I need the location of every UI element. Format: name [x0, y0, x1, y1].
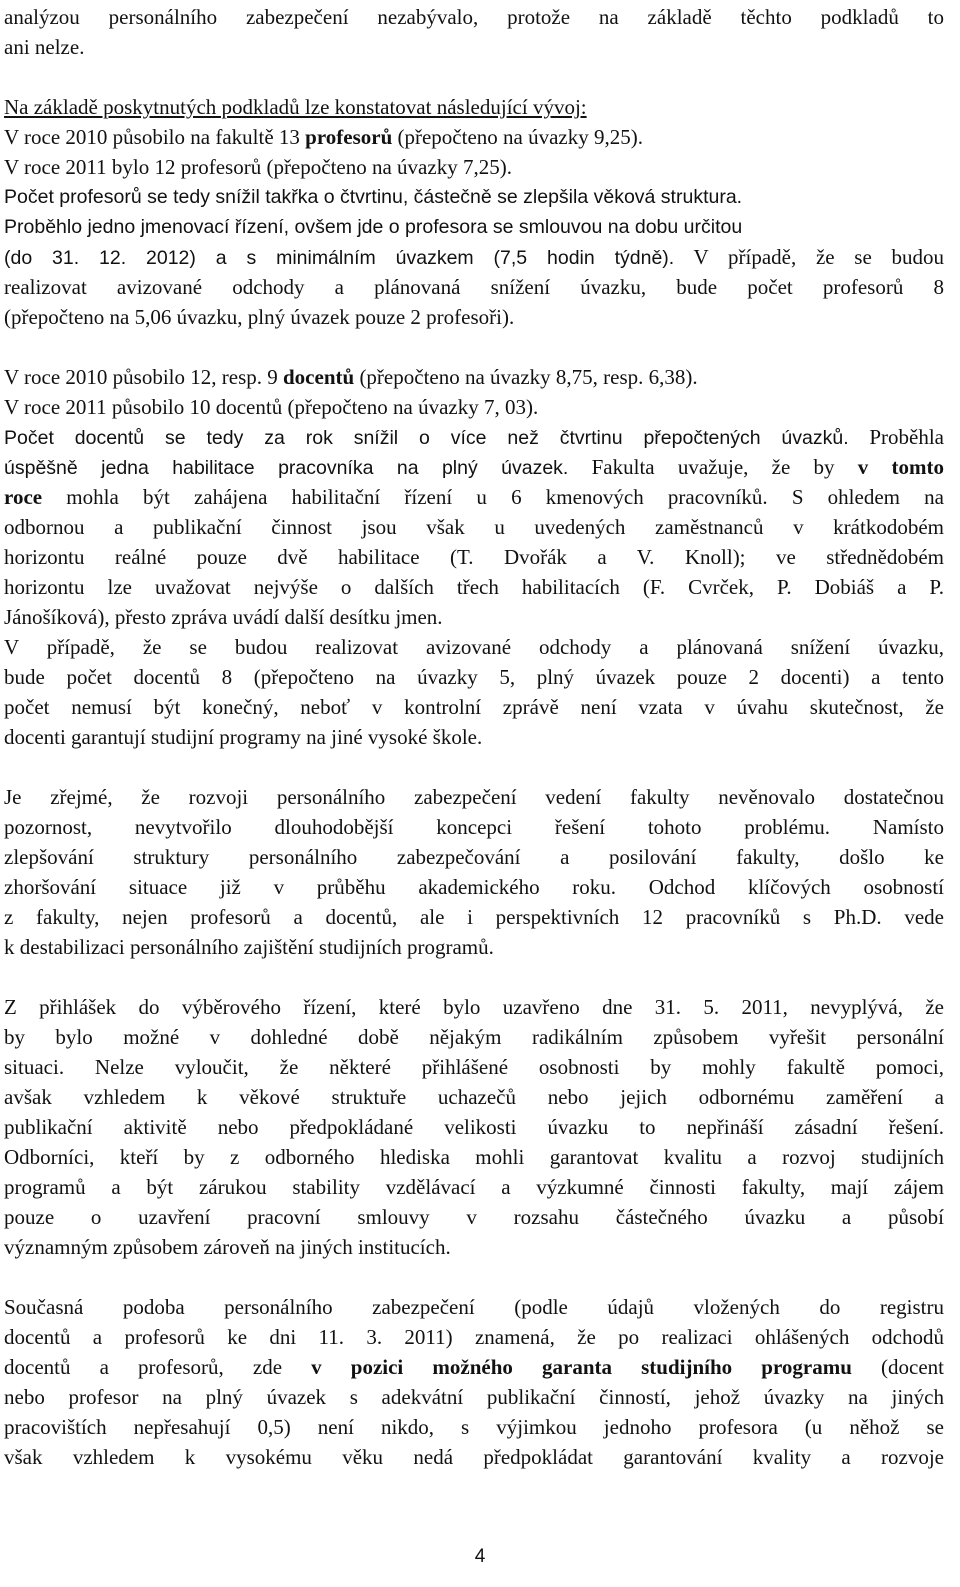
- text-line: docenti garantují studijní programy na jiné vysoké škole.: [4, 725, 483, 749]
- text-line: V roce 2011 bylo 12 profesorů (přepočteno na úvazky 7,25).: [4, 155, 512, 179]
- text-line: Odborníci, kteří by z odborného hlediska mohli garantovat kvalitu a rozvoj studijních: [4, 1145, 944, 1169]
- text-line: Z přihlášek do výběrového řízení, které bylo uzavřeno dne 31. 5. 2011, nevyplývá, že: [4, 995, 944, 1019]
- text-line: analýzou personálního zabezpečení nezabývalo, protože na základě těchto podkladů to: [4, 5, 944, 29]
- text-line: horizontu reálné pouze dvě habilitace (T. Dvořák a V. Knoll); ve střednědobém: [4, 545, 944, 569]
- text-line: ani nelze.: [4, 35, 85, 59]
- text-line: V roce 2010 působilo 12, resp. 9 docentů (přepočteno na úvazky 8,75, resp. 6,38).: [4, 365, 698, 389]
- text-line: avšak vzhledem k věkové struktuře uchazečů nebo jejich odbornému zaměření a: [4, 1085, 944, 1109]
- text-line: (do 31. 12. 2012) a s minimálním úvazkem (7,5 hodin týdně). V případě, že se budou: [4, 245, 944, 269]
- text-line: docentů a profesorů ke dni 11. 3. 2011) znamená, že po realizaci ohlášených odchodů: [4, 1325, 944, 1349]
- text-line: zlepšování struktury personálního zabezpečování a posilování fakulty, došlo ke: [4, 845, 944, 869]
- text-line: Je zřejmé, že rozvoji personálního zabezpečení vedení fakulty nevěnovalo dostatečnou: [4, 785, 944, 809]
- text-line: programů a být zárukou stability vzdělávací a výzkumné činnosti fakulty, mají zájem: [4, 1175, 944, 1199]
- text-line: V roce 2011 působilo 10 docentů (přepočteno na úvazky 7, 03).: [4, 395, 539, 419]
- text-line: úspěšně jedna habilitace pracovníka na plný úvazek. Fakulta uvažuje, že by v tomto: [4, 455, 944, 479]
- text-line: Proběhlo jedno jmenovací řízení, ovšem jde o profesora se smlouvou na dobu určitou: [4, 216, 743, 238]
- text-line: pozornost, nevytvořilo dlouhodobější koncepci řešení tohoto problému. Namísto: [4, 815, 944, 839]
- text-line: roce mohla být zahájena habilitační řízení u 6 kmenových pracovníků. S ohledem na: [4, 485, 944, 509]
- text-line: však vzhledem k vysokému věku nedá předpokládat garantování kvality a rozvoje: [4, 1445, 944, 1469]
- text-line: pouze o uzavření pracovní smlouvy v rozsahu částečného úvazku a působí: [4, 1205, 944, 1229]
- text-line: (přepočteno na 5,06 úvazku, plný úvazek pouze 2 profesoři).: [4, 305, 515, 329]
- text-line: odbornou a publikační činnost jsou však u uvedených zaměstnanců v krátkodobém: [4, 515, 944, 539]
- text-line: významným způsobem zároveň na jiných institucích.: [4, 1235, 451, 1259]
- text-line: publikační aktivitě nebo předpokládané velikosti úvazku to nepřináší zásadní řešení.: [4, 1115, 944, 1139]
- page-number: 4: [474, 1546, 486, 1567]
- text-line: k destabilizaci personálního zajištění studijních programů.: [4, 935, 494, 959]
- text-line: docentů a profesorů, zde v pozici možného garanta studijního programu (docent: [4, 1355, 944, 1379]
- text-line: by bylo možné v dohledné době nějakým radikálním způsobem vyřešit personální: [4, 1025, 944, 1049]
- text-line: nebo profesor na plný úvazek s adekvátní publikační činností, jehož úvazky na jiných: [4, 1385, 944, 1409]
- text-line: z fakulty, nejen profesorů a docentů, ale i perspektivních 12 pracovníků s Ph.D. vede: [4, 905, 944, 929]
- text-line: pracovištích nepřesahují 0,5) není nikdo, s výjimkou jednoho profesora (u něhož se: [4, 1415, 944, 1439]
- text-line: Na základě poskytnutých podkladů lze konstatovat následující vývoj:: [4, 95, 587, 119]
- text-line: počet nemusí být konečný, neboť v kontrolní zprávě není vzata v úvahu skutečnost, že: [4, 695, 944, 719]
- text-line: realizovat avizované odchody a plánovaná snížení úvazku, bude počet profesorů 8: [4, 275, 944, 299]
- text-line: Současná podoba personálního zabezpečení (podle údajů vložených do registru: [4, 1295, 944, 1319]
- text-line: zhoršování situace již v průběhu akademického roku. Odchod klíčových osobností: [4, 875, 944, 899]
- text-line: Počet docentů se tedy za rok snížil o více než čtvrtinu přepočtených úvazků. Proběhla: [4, 425, 944, 449]
- text-line: situaci. Nelze vyloučit, že některé přihlášené osobnosti by mohly fakultě pomoci,: [4, 1055, 944, 1079]
- text-line: V případě, že se budou realizovat avizované odchody a plánovaná snížení úvazku,: [4, 635, 944, 659]
- text-line: Počet profesorů se tedy snížil takřka o čtvrtinu, částečně se zlepšila věková struktura.: [4, 186, 743, 208]
- text-line: Jánošíková), přesto zpráva uvádí další desítku jmen.: [4, 605, 443, 629]
- text-line: V roce 2010 působilo na fakultě 13 profesorů (přepočteno na úvazky 9,25).: [4, 125, 643, 149]
- text-line: bude počet docentů 8 (přepočteno na úvazky 5, plný úvazek pouze 2 docenti) a tento: [4, 665, 944, 689]
- text-line: horizontu lze uvažovat nejvýše o dalších třech habilitacích (F. Cvrček, P. Dobiáš a P.: [4, 575, 944, 599]
